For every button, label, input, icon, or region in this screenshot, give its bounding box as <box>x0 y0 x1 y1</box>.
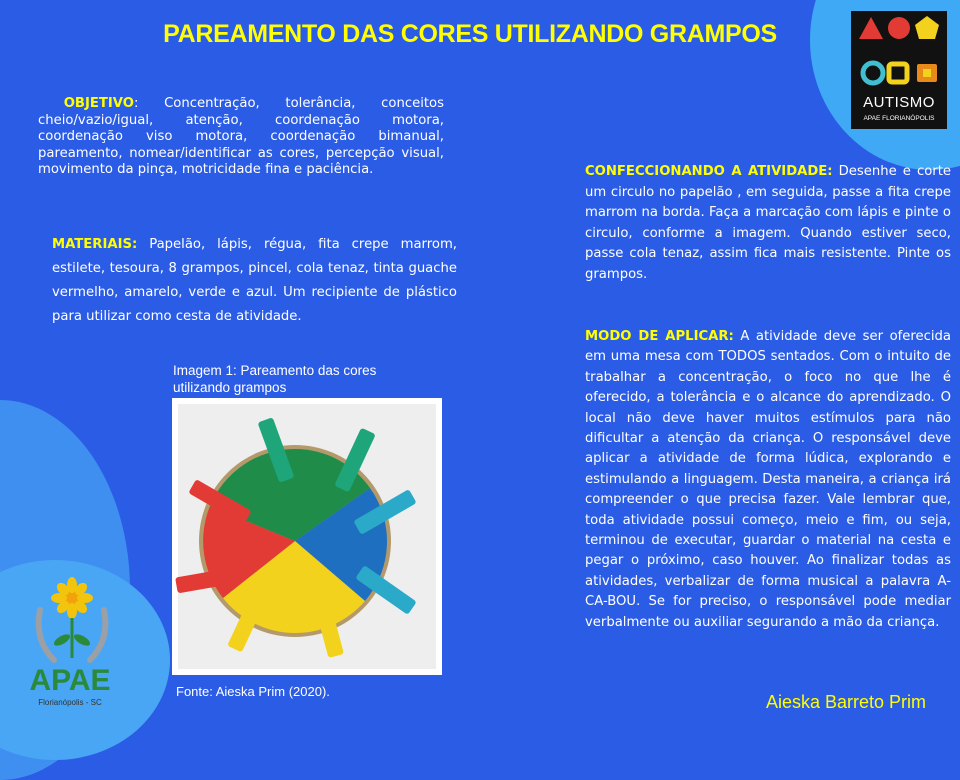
materiais-label: MATERIAIS: <box>52 237 138 252</box>
autismo-logo-text: AUTISMO <box>863 94 935 111</box>
image-source: Fonte: Aieska Prim (2020). <box>176 684 330 699</box>
autismo-logo <box>851 11 947 129</box>
modo-text: A atividade deve ser oferecida em uma mesa com TODOS sentados. Com o intuito de trabalhar a concentração, o foco no que lhe é oferecido, a tolerância e o alcance do aprendizado. O local não deve haver muitos estímulos para não dificultar a atenção da criança. O responsável deve aplicar a atividade de forma lúdica, explorando e estimulando a linguagem. Desta maneira, a criança irá compreender o que precisa fazer. Vale lembrar que, toda atividade possui começo, meio e fim, ou seja, terminou de executar, guardar o material na cesta e pegar o próximo, caso houver. Ao finalizar todas as atividades, verbalizar de forma musical a palavra A-CA-BOU. Se for preciso, o responsável pode mediar verbalmente ou auxiliar segurando a mão da criança. <box>585 329 952 630</box>
objetivo-label: OBJETIVO <box>63 96 134 111</box>
materiais-paragraph <box>52 233 457 329</box>
objetivo-paragraph <box>38 96 444 179</box>
author-name: Aieska Barreto Prim <box>766 692 927 712</box>
page-title: PAREAMENTO DAS CORES UTILIZANDO GRAMPOS <box>163 20 777 48</box>
image-caption: Imagem 1: Pareamento das cores utilizando grampos <box>173 363 377 395</box>
confeccionando-text: Desenhe e corte um circulo no papelão , em seguida, passe a fita crepe marrom na borda. Faça a marcação com lápis e pinte o circulo, conforme a imagem. Quando estiver seco, passe cola tenaz, assim fica mais resistente. Pinte os grampos. <box>585 164 951 282</box>
apae-logo-text: APAE <box>29 664 111 697</box>
objetivo-text: : Concentração, tolerância, conceitos cheio/vazio/igual, atenção, coordenação motora, coordenação viso motora, coordenação bimanual, pareamento, nomear/identificar as cores, percepção visual, movimento da pinça, motricidade fina e paciência. <box>38 96 444 177</box>
modo-paragraph <box>585 327 951 633</box>
modo-label: MODO DE APLICAR: <box>585 329 734 344</box>
materiais-text: Papelão, lápis, régua, fita crepe marrom, estilete, tesoura, 8 grampos, pincel, cola tenaz, tinta guache vermelho, amarelo, verde e azul. Um recipiente de plástico para utilizar como cesta de atividade. <box>52 237 457 324</box>
confeccionando-paragraph <box>585 162 951 285</box>
activity-photo <box>172 398 442 675</box>
apae-logo-subtext: Florianópolis - SC <box>38 698 102 707</box>
apae-logo <box>10 570 130 712</box>
autismo-logo-subtext: APAE FLORIANÓPOLIS <box>863 115 935 122</box>
confeccionando-label: CONFECCIONANDO A ATIVIDADE: <box>585 164 833 179</box>
